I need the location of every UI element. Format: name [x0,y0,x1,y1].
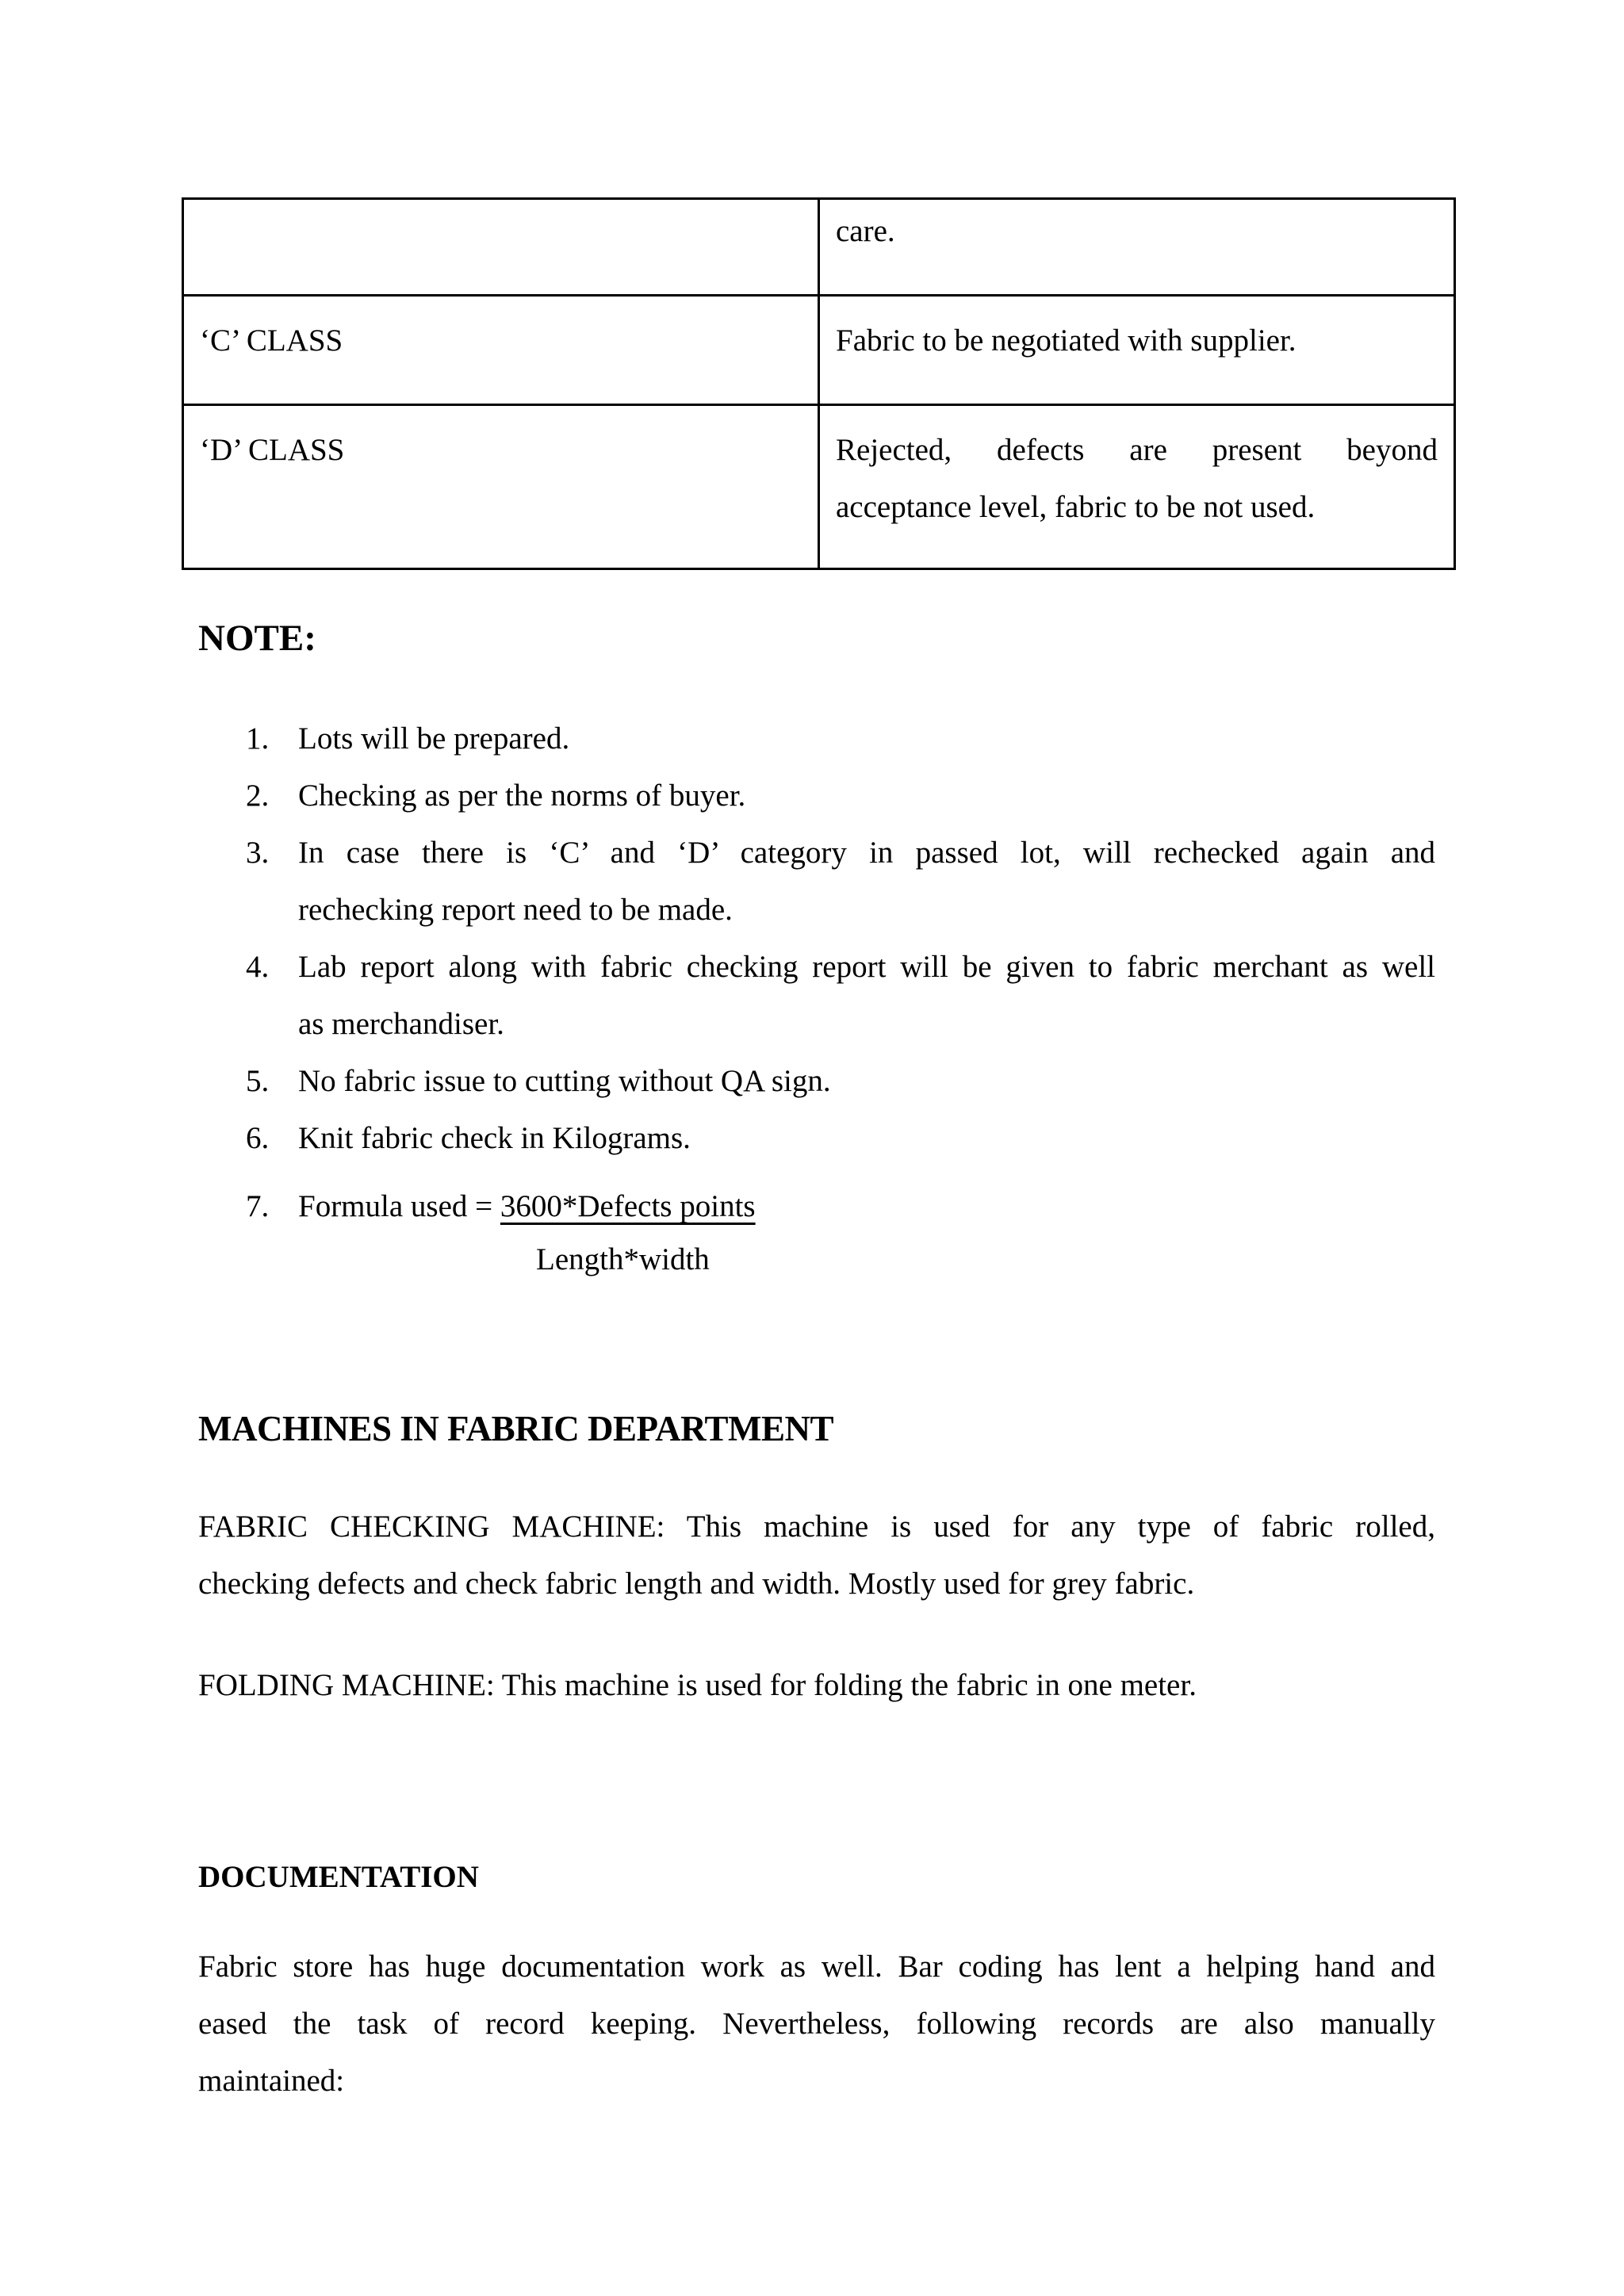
list-item-number: 2. [246,779,270,813]
table-row [183,296,1455,405]
list-item-number: 4. [246,950,270,984]
list-item-text: In case there is ‘C’ and ‘D’ category in passed lot, will rechecked again and [298,836,1435,870]
table-cell-action [819,296,1455,405]
table-cell-class [183,405,819,569]
table-cell-class [183,199,819,296]
list-item-text: No fabric issue to cutting without QA sign. [298,1064,831,1098]
machines-heading: MACHINES IN FABRIC DEPARTMENT [198,1409,834,1448]
table-cell-text: Fabric to be negotiated with supplier. [836,323,1297,358]
formula-denominator: Length*width [536,1242,710,1276]
formula-prefix: Formula used = [298,1189,500,1223]
documentation-paragraph [198,1938,1435,2110]
list-item-number: 3. [246,836,270,870]
paragraph-line: FABRIC CHECKING MACHINE: This machine is used for any type of fabric rolled, [198,1510,1435,1544]
table-cell-action [819,405,1455,569]
note-heading: NOTE: [198,618,316,659]
list-item-text: Lots will be prepared. [298,721,570,756]
note-list [198,710,1435,1235]
list-item-number: 7. [246,1189,270,1223]
list-item-number: 1. [246,721,270,756]
list-item-text: Lab report along with fabric checking report will be given to fabric merchant as well [298,950,1435,984]
formula-numerator: 3600*Defects points [500,1189,756,1223]
list-item-number: 5. [246,1064,270,1098]
table-cell-text: ‘C’ CLASS [200,323,343,358]
documentation-heading: DOCUMENTATION [198,1860,479,1894]
list-item [198,767,1435,825]
table-cell-text: acceptance level, fabric to be not used. [836,490,1316,524]
list-item [198,710,1435,767]
paragraph-line: checking defects and check fabric length and width. Mostly used for grey fabric. [198,1567,1195,1601]
list-item [198,1110,1435,1167]
table-cell-action [819,199,1455,296]
list-item-number: 6. [246,1121,270,1155]
table-cell-text: care. [836,214,895,248]
list-item-text: Knit fabric check in Kilograms. [298,1121,691,1155]
checking-machine-paragraph [198,1498,1435,1613]
paragraph-line: eased the task of record keeping. Nevertheless, following records are also manually [198,2007,1435,2041]
paragraph-line: Fabric store has huge documentation work as well. Bar coding has lent a helping hand and [198,1950,1435,1984]
table-cell-text: Rejected, defects are present beyond [836,433,1438,467]
table-cell-class [183,296,819,405]
paragraph-line: maintained: [198,2064,345,2098]
list-item [198,939,1435,1053]
list-item [198,825,1435,939]
list-item-text: as merchandiser. [298,1007,504,1041]
table-cell-text: ‘D’ CLASS [200,433,345,467]
list-item-text: Checking as per the norms of buyer. [298,779,746,813]
folding-machine-paragraph: FOLDING MACHINE: This machine is used for folding the fabric in one meter. [198,1668,1197,1702]
table-row [183,405,1455,569]
fabric-class-table [182,197,1456,570]
list-item [198,1053,1435,1110]
list-item-text: rechecking report need to be made. [298,893,733,927]
table-row [183,199,1455,296]
formula-item [198,1178,1435,1235]
